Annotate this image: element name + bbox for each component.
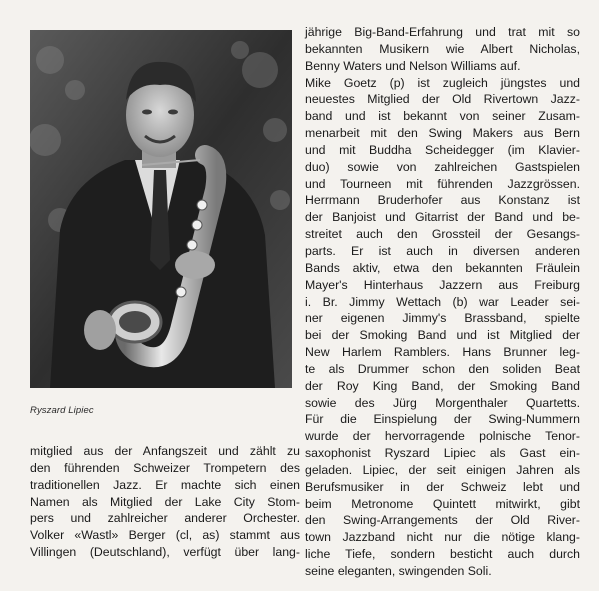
text-line: der Banjoist und Gitarrist der Band und be- [305,210,580,225]
text-line: den führenden Schweizer Trompetern des [30,460,300,475]
text-line: den Swing-Arrangements der Old River- [305,513,580,528]
text-line: und Tourneen mit führenden Jazzgrössen. [305,176,580,191]
left-text-column [30,443,300,561]
right-text-column [305,24,580,580]
text-line: streitet auch den Grossteil der Gesangs- [305,227,580,242]
text-line: ner eigenen Jimmy's Brassband, spielte [305,311,580,326]
text-line: Mike Goetz (p) ist zugleich jüngstes und [305,75,580,90]
text-line: wurde der hervorragende polnische Tenor- [305,429,580,444]
text-line: duo) sowie von zahlreichen Gastspielen [305,159,580,174]
text-line: bei der Smoking Band und ist Mitglied der [305,328,580,343]
text-line: seine eleganten, swingenden Soli. [305,564,492,578]
text-line: Namen als Mitglied der Lake City Stom- [30,494,300,509]
text-line: Für die Einspielung der Swing-Nummern [305,412,580,427]
text-line: Villingen (Deutschland), verfügt über lang- [30,545,300,560]
text-line: Benny Waters und Nelson Williams auf. [305,58,521,73]
text-line: und mit Buddha Scheidegger (im Klavier- [305,142,580,157]
text-line: i. Br. Jimmy Wettach (b) war Leader sei- [305,294,580,309]
text-line: parts. Er ist auch in diversen anderen [305,243,580,258]
text-line: sowie des Jürg Morgenthaler Quartetts. [305,395,580,410]
text-line: bekannten Musikern wie Albert Nicholas, [305,41,580,56]
text-line: saxophonist Ryszard Lipiec als Gast ein- [305,446,580,461]
text-line: Volker «Wastl» Berger (cl, as) stammt aus [30,528,300,543]
text-line: beim Metronome Quintett mitwirkt, gibt [305,496,580,511]
text-line: Berufsmusiker in der Schweiz lebt und [305,479,580,494]
text-line: geladen. Lipiec, der seit einigen Jahren als [305,462,580,477]
text-line: te als Drummer schon den soliden Beat [305,361,580,376]
text-line: town Jazzband nicht nur die nötige klang- [305,530,580,545]
text-line: liche Tiefe, sondern besticht auch durch [305,547,580,562]
text-line: band und ist bekannt von seiner Zusam- [305,109,580,124]
saxophone-player-photo [30,30,292,388]
text-line: New Harlem Ramblers. Hans Brunner leg- [305,345,580,360]
text-line: neuestes Mitglied der Old Rivertown Jazz- [305,92,580,107]
text-line: mitglied aus der Anfangszeit und zählt zu [30,444,300,458]
text-line: traditionellen Jazz. Er machte sich einen [30,477,300,492]
text-line: jährige Big-Band-Erfahrung und trat mit so [305,25,580,39]
text-line: Bands aktiv, etwa den bekannten Fräulein [305,260,580,275]
photo-caption: Ryszard Lipiec [30,405,94,416]
text-line: Herrmann Bruderhofer aus Konstanz ist [305,193,580,208]
text-line: menarbeit mit den Swing Makers aus Bern [305,126,580,141]
text-line: Mayer's Hinterhaus Jazzern aus Freiburg [305,277,580,292]
text-line: der Roy King Band, der Smoking Band [305,378,580,393]
text-line: pers und zahlreicher anderer Orchester. [30,511,300,526]
